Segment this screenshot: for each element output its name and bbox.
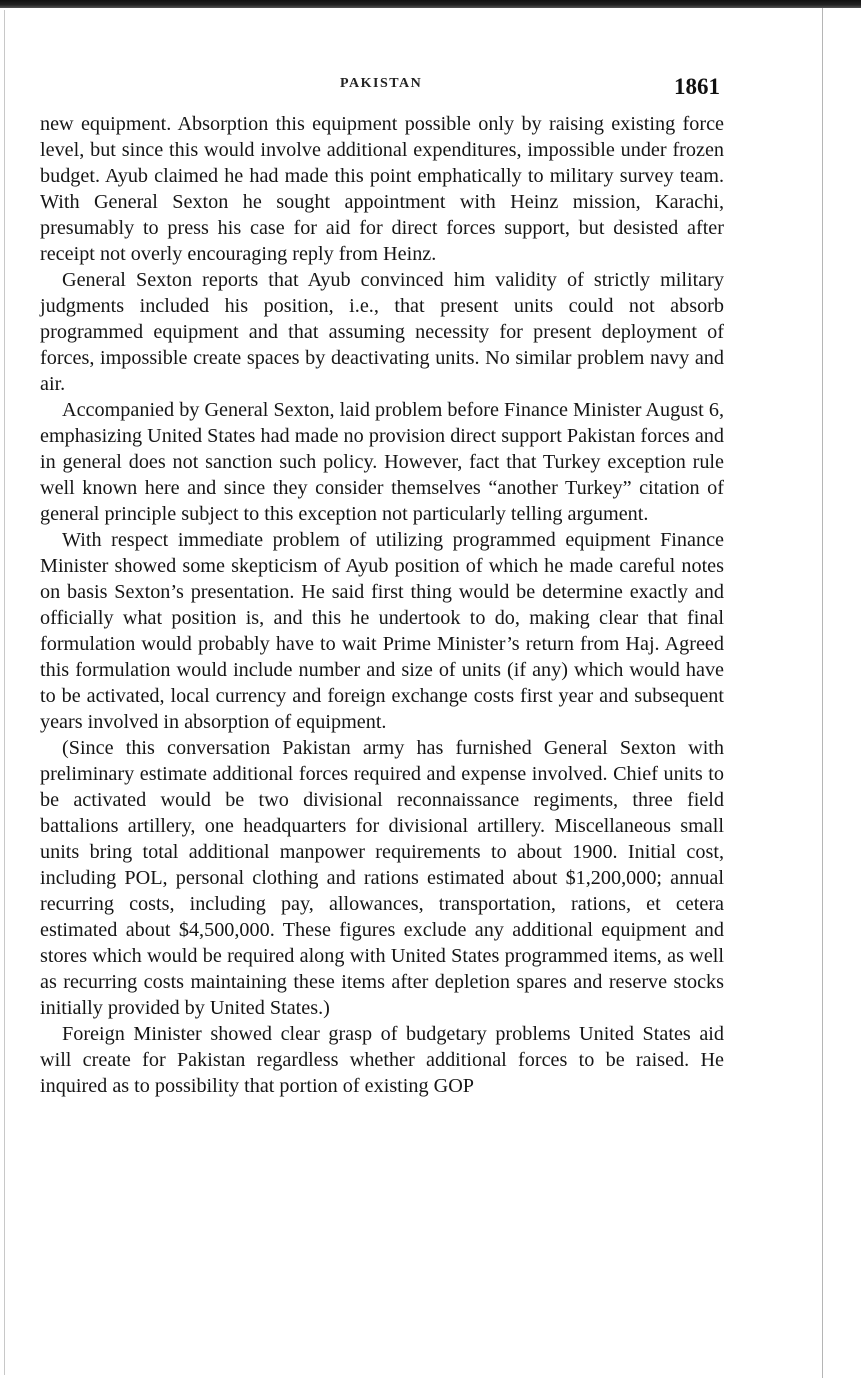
scan-left-edge	[4, 10, 5, 1375]
page-body	[40, 111, 724, 1099]
paragraph-foreign-minister: Foreign Minister showed clear grasp of budgetary problems United States aid will create for Pakistan regardless whether additional forces to be raised. He inquired as to possibility that portion of existing GOP	[40, 1023, 724, 1097]
page-header	[0, 74, 861, 104]
paragraph-army-estimate: (Since this conversation Pakistan army has furnished General Sexton with preliminary estimate additional forces required and expense involved. Chief units to be activated would be two divisional reconnaissance regiments, three field battalions artillery, one headquarters for divisional artillery. Miscellaneous small units bring total additional manpower requirements to about 1900. Initial cost, including POL, personal clothing and rations estimated about $1,200,000; annual recurring costs, including pay, allowances, transportation, rations, et cetera estimated about $4,500,000. These figures exclude any additional equipment and stores which would be required along with United States programmed items, as well as recurring costs maintaining these items after depletion spares and reserve stocks initially provided by United States.)	[40, 737, 724, 1019]
paragraph-sexton-report: General Sexton reports that Ayub convinced him validity of strictly military judgments included his position, i.e., that present units could not absorb programmed equipment and that assuming necessity for present deployment of forces, impossible create spaces by deactivating units. No similar problem navy and air.	[40, 269, 724, 395]
scan-top-edge	[0, 0, 861, 8]
page-number: 1861	[674, 74, 720, 99]
scan-right-edge	[822, 8, 823, 1378]
running-head: PAKISTAN	[340, 76, 423, 91]
paragraph-continued: new equipment. Absorption this equipment possible only by raising existing force level, but since this would involve additional expenditures, impossible under frozen budget. Ayub claimed he had made this point emphatically to military survey team. With General Sexton he sought appointment with Heinz mission, Karachi, presumably to press his case for aid for direct forces support, but desisted after receipt not overly encouraging reply from Heinz.	[40, 113, 724, 265]
paragraph-finance-minister: Accompanied by General Sexton, laid problem before Finance Minister August 6, emphasizing United States had made no provision direct support Pakistan forces and in general does not sanction such policy. However, fact that Turkey exception rule well known here and since they consider themselves “another Turkey” citation of general principle subject to this exception not particularly telling argument.	[40, 399, 724, 525]
paragraph-programmed-equipment: With respect immediate problem of utilizing programmed equipment Finance Minister showed some skepticism of Ayub position of which he made careful notes on basis Sexton’s presentation. He said first thing would be determine exactly and officially what position is, and this he undertook to do, making clear that final formulation would probably have to wait Prime Minister’s return from Haj. Agreed this formulation would include number and size of units (if any) which would have to be activated, local currency and foreign exchange costs first year and subsequent years involved in absorption of equipment.	[40, 529, 724, 733]
